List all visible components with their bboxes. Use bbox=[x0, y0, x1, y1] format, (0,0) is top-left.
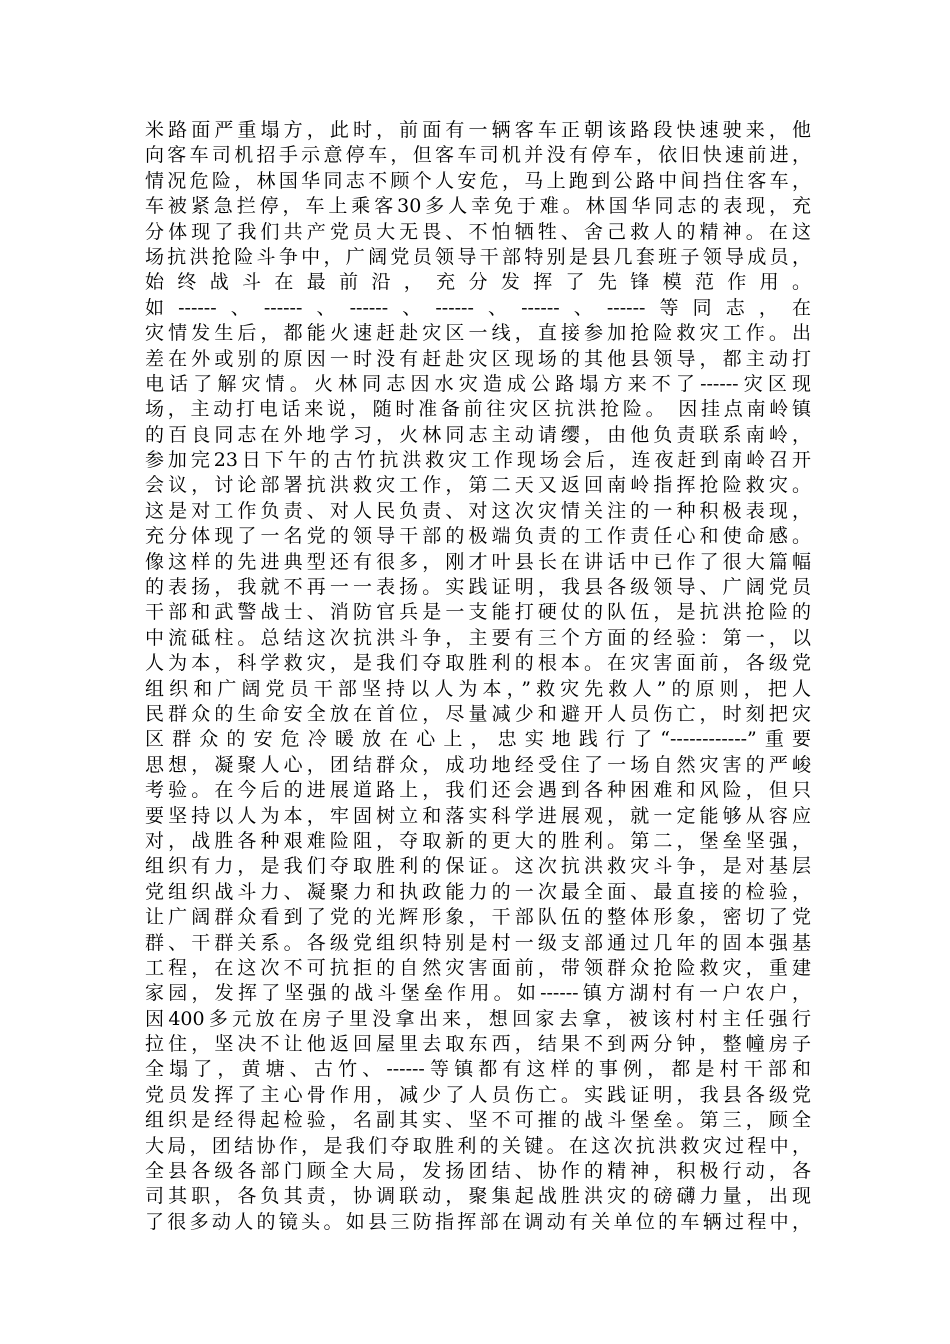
text-line: 始终战斗在最前沿，充分发挥了先锋模范作用。 bbox=[145, 271, 811, 294]
text-line: 这是对工作负责、对人民负责、对这次灾情关注的一种积极表现， bbox=[145, 499, 811, 522]
text-line: 中流砥柱。总结这次抗洪斗争，主要有三个方面的经验：第一，以 bbox=[145, 626, 811, 649]
text-line: 工程，在这次不可抗拒的自然灾害面前，带领群众抢险救灾，重建 bbox=[145, 956, 811, 979]
text-line: 干部和武警战士、消防官兵是一支能打硬仗的队伍，是抗洪抢险的 bbox=[145, 601, 811, 624]
document-body bbox=[145, 118, 811, 1235]
text-line: 人为本，科学救灾，是我们夺取胜利的根本。在灾害面前，各级党 bbox=[145, 652, 811, 675]
text-line: 民群众的生命安全放在首位，尽量减少和避开人员伤亡，时刻把灾 bbox=[145, 702, 811, 725]
text-line: 大局，团结协作，是我们夺取胜利的关键。在这次抗洪救灾过程中， bbox=[145, 1134, 811, 1157]
text-line: 向客车司机招手示意停车，但客车司机并没有停车，依旧快速前进， bbox=[145, 144, 811, 167]
text-line: 的百良同志在外地学习，火林同志主动请缨，由他负责联系南岭， bbox=[145, 423, 811, 446]
text-line: 组织是经得起检验，名副其实、坚不可摧的战斗堡垒。第三，顾全 bbox=[145, 1109, 811, 1132]
text-line: 场，主动打电话来说，随时准备前往灾区抗洪抢险。 因挂点南岭镇 bbox=[145, 398, 811, 421]
text-line: 参加完23日下午的古竹抗洪救灾工作现场会后，连夜赶到南岭召开 bbox=[145, 449, 811, 472]
text-line: 区群众的安危冷暖放在心上，忠实地践行了“------------”重要 bbox=[145, 728, 811, 751]
text-line: 如------、------、------、------、------、------等同志，在 bbox=[145, 296, 811, 319]
text-line: 了很多动人的镜头。如县三防指挥部在调动有关单位的车辆过程中， bbox=[145, 1210, 811, 1233]
text-line: 情况危险，林国华同志不顾个人安危，马上跑到公路中间挡住客车， bbox=[145, 169, 811, 192]
text-line: 分体现了我们共产党员大无畏、不怕牺牲、舍己救人的精神。在这 bbox=[145, 220, 811, 243]
text-line: 思想，凝聚人心，团结群众，成功地经受住了一场自然灾害的严峻 bbox=[145, 753, 811, 776]
text-line: 党组织战斗力、凝聚力和执政能力的一次最全面、最直接的检验， bbox=[145, 880, 811, 903]
text-line: 全塌了，黄塘、古竹、------等镇都有这样的事例，都是村干部和 bbox=[145, 1058, 811, 1081]
text-line: 党员发挥了主心骨作用，减少了人员伤亡。实践证明，我县各级党 bbox=[145, 1083, 811, 1106]
text-line: 米路面严重塌方，此时，前面有一辆客车正朝该路段快速驶来，他 bbox=[145, 119, 811, 141]
text-line: 考验。在今后的进展道路上，我们还会遇到各种困难和风险，但只 bbox=[145, 779, 811, 802]
text-line: 司其职，各负其责，协调联动，聚集起战胜洪灾的磅礴力量，出现 bbox=[145, 1185, 811, 1208]
text-line: 组织和广阔党员干部坚持以人为本，”救灾先救人”的原则，把人 bbox=[145, 677, 811, 700]
text-line: 会议，讨论部署抗洪救灾工作，第二天又返回南岭指挥抢险救灾。 bbox=[145, 474, 811, 497]
text-line: 群、干群关系。各级党组织特别是村一级支部通过几年的固本强基 bbox=[145, 931, 811, 954]
text-line: 差在外或别的原因一时没有赶赴灾区现场的其他县领导，都主动打 bbox=[145, 347, 811, 370]
text-line: 组织有力，是我们夺取胜利的保证。这次抗洪救灾斗争，是对基层 bbox=[145, 855, 811, 878]
text-line: 让广阔群众看到了党的光辉形象，干部队伍的整体形象，密切了党 bbox=[145, 906, 811, 929]
text-line: 场抗洪抢险斗争中，广阔党员领导干部特别是县几套班子领导成员， bbox=[145, 245, 811, 268]
text-line: 家园，发挥了坚强的战斗堡垒作用。如------镇方湖村有一户农户， bbox=[145, 982, 811, 1005]
text-line: 像这样的先进典型还有很多，刚才叶县长在讲话中已作了很大篇幅 bbox=[145, 550, 811, 573]
text-line: 充分体现了一名党的领导干部的极端负责的工作责任心和使命感。 bbox=[145, 525, 811, 548]
text-line: 全县各级各部门顾全大局，发扬团结、协作的精神，积极行动，各 bbox=[145, 1160, 811, 1183]
text-line: 灾情发生后，都能火速赶赴灾区一线，直接参加抢险救灾工作。出 bbox=[145, 322, 811, 345]
text-line: 要坚持以人为本，牢固树立和落实科学进展观，就一定能够从容应 bbox=[145, 804, 811, 827]
text-line: 对，战胜各种艰难险阻，夺取新的更大的胜利。第二，堡垒坚强， bbox=[145, 829, 811, 852]
text-line: 的表扬，我就不再一一表扬。实践证明，我县各级领导、广阔党员 bbox=[145, 576, 811, 599]
text-line: 车被紧急拦停，车上乘客30多人幸免于难。林国华同志的表现，充 bbox=[145, 195, 811, 218]
text-line: 因400多元放在房子里没拿出来，想回家去拿，被该村村主任强行 bbox=[145, 1007, 811, 1030]
text-line: 拉住，坚决不让他返回屋里去取东西，结果不到两分钟，整幢房子 bbox=[145, 1033, 811, 1056]
text-line: 电话了解灾情。火林同志因水灾造成公路塌方来不了------灾区现 bbox=[145, 372, 811, 395]
